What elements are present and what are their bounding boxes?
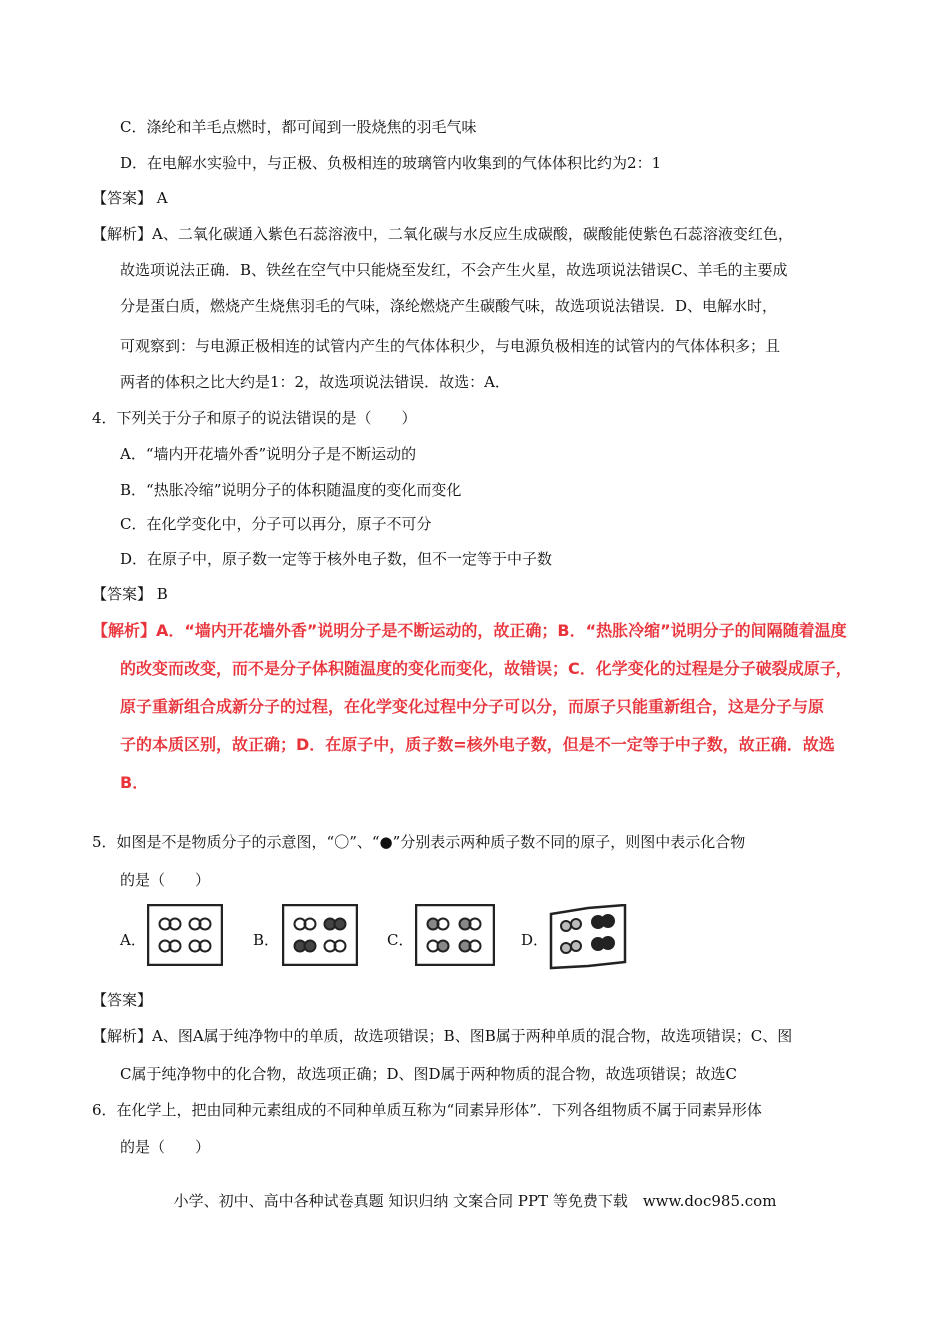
q4-answer: 【答案】 B [92, 585, 168, 603]
q4-option-d: D．在原子中，原子数一定等于核外电子数，但不一定等于中子数 [120, 550, 553, 568]
q5-stem-cont: 的是（ ） [120, 871, 211, 889]
q3-answer: 【答案】 A [92, 189, 168, 207]
q4-option-a: A．“墙内开花墙外香”说明分子是不断运动的 [120, 445, 417, 463]
q5-analysis-line: 【解析】A、图A属于纯净物中的单质，故选项错误；B、图B属于两种单质的混合物，故选项错误；C、图 [92, 1027, 793, 1045]
q3-analysis-line: 可观察到：与电源正极相连的试管内产生的气体体积少，与电源负极相连的试管内的气体体积多；且 [120, 337, 781, 355]
q5-label-b: B． [253, 931, 280, 949]
q4-option-c: C．在化学变化中，分子可以再分，原子不可分 [120, 515, 432, 533]
q5-label-d: D． [521, 931, 549, 949]
q3-analysis-line: 故选项说法正确．B、铁丝在空气中只能烧至发红，不会产生火星，故选项说法错误C、羊毛的主要成 [120, 261, 788, 279]
q6-stem-cont: 的是（ ） [120, 1138, 211, 1156]
molecule-diagram-d [548, 904, 628, 966]
q5-label-a: A． [120, 931, 146, 949]
q4-stem: 4．下列关于分子和原子的说法错误的是（ ） [92, 409, 417, 427]
q3-analysis-line: 两者的体积之比大约是1：2，故选项说法错误．故选：A． [120, 373, 510, 391]
molecule-diagram-c [415, 904, 491, 966]
q6-stem: 6．在化学上，把由同种元素组成的不同种单质互称为“同素异形体”．下列各组物质不属于同素异形体 [92, 1101, 762, 1119]
q3-option-d: D．在电解水实验中，与正极、负极相连的玻璃管内收集到的气体体积比约为2：1 [120, 154, 662, 172]
q4-analysis-line: B． [120, 773, 149, 792]
q5-analysis-line: C属于纯净物中的化合物，故选项正确；D、图D属于两种物质的混合物，故选项错误；故选C [120, 1065, 738, 1083]
q4-analysis-line: 原子重新组合成新分子的过程，在化学变化过程中分子可以分，而原子只能重新组合，这是分子与原 [120, 697, 825, 716]
q5-answer: 【答案】 [92, 991, 153, 1009]
q5-stem: 5．如图是不是物质分子的示意图，“〇”、“●”分别表示两种质子数不同的原子，则图中表示化合物 [92, 833, 746, 851]
q5-label-c: C． [387, 931, 414, 949]
q4-analysis-line: 【解析】A．“墙内开花墙外香”说明分子是不断运动的，故正确；B．“热胀冷缩”说明分子的间隔随着温度 [92, 621, 847, 640]
q3-analysis-line: 【解析】A、二氧化碳通入紫色石蕊溶液中，二氧化碳与水反应生成碳酸，碳酸能使紫色石蕊溶液变红色， [92, 225, 793, 243]
q4-analysis-line: 子的本质区别，故正确；D．在原子中，质子数=核外电子数，但是不一定等于中子数，故正确．故选 [120, 735, 835, 754]
molecule-diagram-a [147, 904, 223, 966]
q3-analysis-line: 分是蛋白质，燃烧产生烧焦羽毛的气味，涤纶燃烧产生碳酸气味，故选项说法错误．D、电解水时， [120, 297, 778, 315]
molecule-diagram-b [282, 904, 358, 966]
q3-option-c: C．涤纶和羊毛点燃时，都可闻到一股烧焦的羽毛气味 [120, 118, 477, 136]
q4-analysis-line: 的改变而改变，而不是分子体积随温度的变化而变化，故错误；C．化学变化的过程是分子破裂成原子， [120, 659, 852, 678]
q4-option-b: B．“热胀冷缩”说明分子的体积随温度的变化而变化 [120, 481, 462, 499]
page-footer: 小学、初中、高中各种试卷真题 知识归纳 文案合同 PPT 等免费下载 www.doc985.com [173, 1192, 777, 1210]
